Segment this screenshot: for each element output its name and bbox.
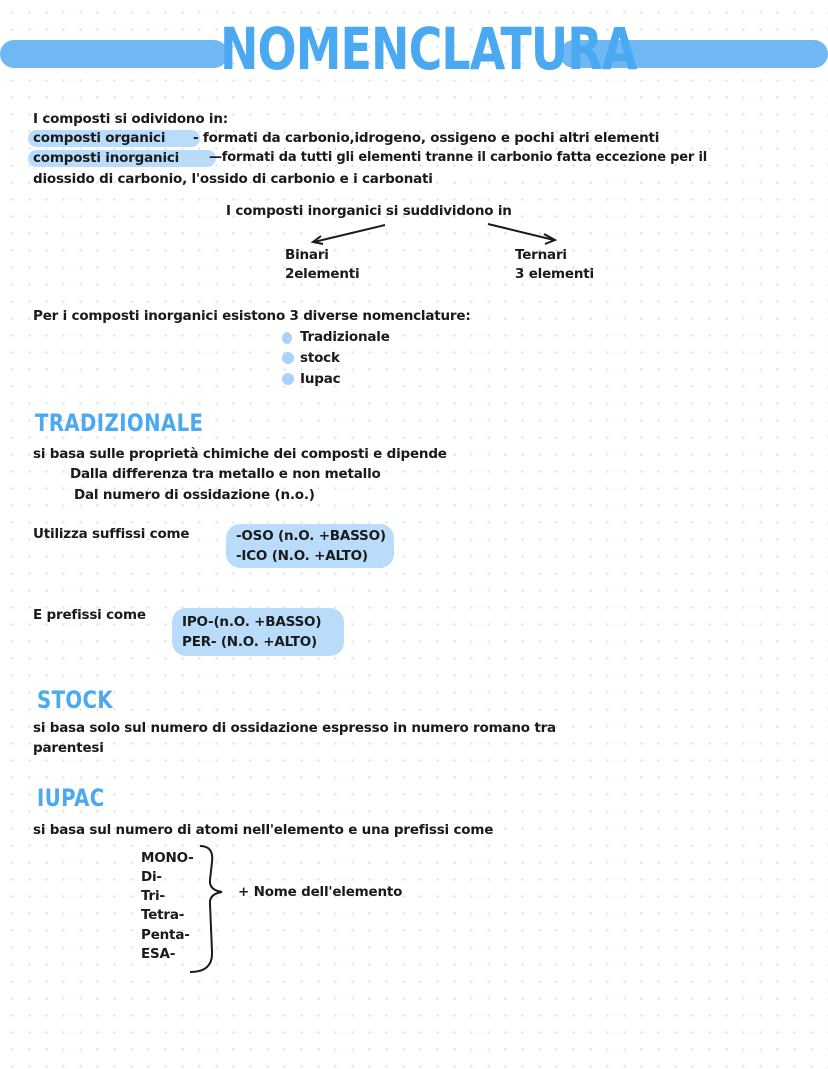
nomenclature-item: Iupac — [300, 371, 341, 387]
suffix-label: Utilizza suffissi come — [33, 526, 190, 542]
iupac-prefix: ESA- — [141, 946, 176, 962]
bullet-icon — [282, 352, 294, 364]
section-title-stock: STOCK — [37, 686, 114, 714]
stock-line: si basa solo sul numero di ossidazione espresso in numero romano tra — [33, 720, 556, 736]
inorganic-text-2: diossido di carbonio, l'ossido di carbonio e i carbonati — [33, 171, 433, 187]
binari-sub: 2elementi — [285, 266, 360, 282]
iupac-line: si basa sul numero di atomi nell'elemento e una prefissi come — [33, 822, 494, 838]
tradizionale-line: si basa sulle proprietà chimiche dei composti e dipende — [33, 446, 447, 462]
prefix-label: E prefissi come — [33, 607, 146, 623]
nomenclature-item: stock — [300, 350, 340, 366]
page-title: NOMENCLATURA — [220, 15, 637, 83]
iupac-prefix: MONO- — [141, 850, 194, 866]
iupac-prefix: Di- — [141, 869, 162, 885]
stock-line: parentesi — [33, 740, 104, 756]
ternari-title: Ternari — [515, 247, 567, 263]
bullet-icon — [282, 373, 294, 385]
prefix-item: IPO-(n.O. +BASSO) — [182, 614, 322, 630]
inorganic-label: composti inorganici — [33, 150, 180, 166]
organic-label: composti organici — [33, 130, 166, 146]
ternari-sub: 3 elementi — [515, 266, 594, 282]
binari-title: Binari — [285, 247, 329, 263]
inorganic-text: —formati da tutti gli elementi tranne il carbonio fatta eccezione per il — [209, 150, 707, 165]
organic-text: - formati da carbonio,idrogeno, ossigeno e pochi altri elementi — [193, 130, 660, 146]
iupac-prefix: Tetra- — [141, 907, 185, 923]
suffix-item: -OSO (n.O. +BASSO) — [236, 528, 386, 544]
iupac-suffix: + Nome dell'elemento — [238, 884, 403, 900]
nomenclatures-heading: Per i composti inorganici esistono 3 diverse nomenclature: — [33, 308, 471, 324]
subdivision-heading: I composti inorganici si suddividono in — [226, 203, 512, 219]
section-title-tradizionale: TRADIZIONALE — [35, 409, 204, 437]
prefix-item: PER- (N.O. +ALTO) — [182, 634, 318, 650]
suffix-item: -ICO (N.O. +ALTO) — [236, 548, 368, 564]
intro-line: I composti si odividono in: — [33, 111, 228, 127]
iupac-prefix: Tri- — [141, 888, 165, 904]
nomenclature-item: Tradizionale — [300, 329, 390, 345]
iupac-prefix: Penta- — [141, 927, 190, 943]
section-title-iupac: IUPAC — [37, 784, 105, 812]
tradizionale-line: Dalla differenza tra metallo e non metallo — [70, 466, 381, 482]
tradizionale-line: Dal numero di ossidazione (n.o.) — [74, 487, 315, 503]
bullet-icon — [282, 332, 292, 344]
